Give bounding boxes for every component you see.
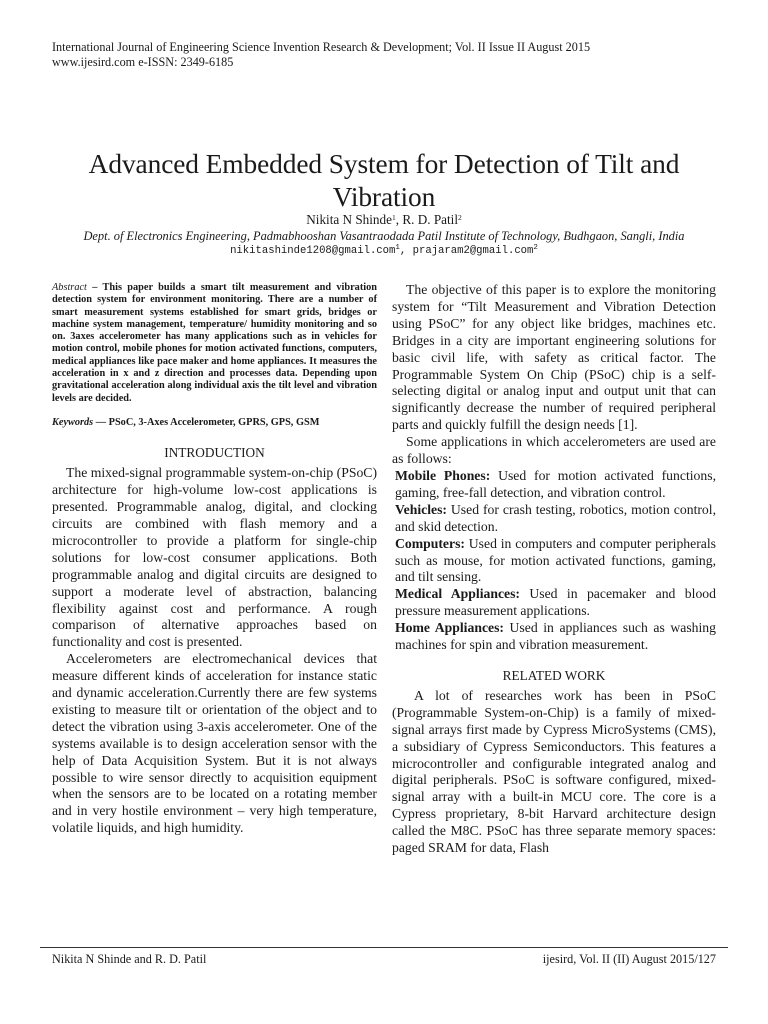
emails <box>40 244 728 258</box>
abstract-text: – This paper builds a smart tilt measurement and vibration detection system for environment monitoring. There are a number of smart measurement systems established for smart grids, bridges or machine system management, temperature/ humidity monitoring and so on. 3axes accelerometer has many applications such as in vehicles for motion control, mobile phones for motion activated functions, computers, medical appliances like pace maker and home appliances. It measures the acceleration in x and z direction and processes data. Depending upon gravitational acceleration along individual axis the tilt level and vibration levels are decided. <box>52 282 377 404</box>
email-1[interactable]: nikitashinde1208@gmail.com <box>230 245 396 257</box>
intro-paragraph-1: The mixed-signal programmable system-on-chip (PSoC) architecture for high-volume low-cost applications is presented. Programmable analog, digital, and clocking circuits are combined with flash memory and a microcontroller to provide a platform for single-chip solutions for low-cost consumer applications. Both programmable analog and digital circuits are designed to support a moderate level of abstraction, balancing flexibility against cost and performance. A rough comparison of alternative approaches based on functionality and cost is presented. <box>52 465 377 650</box>
email-separator: , <box>399 245 413 257</box>
application-item <box>392 620 716 654</box>
author-separator: , <box>395 212 403 227</box>
application-text: Used for motion activated functions, gaming, free-fall detection, and vibration control. <box>395 467 716 500</box>
email-2-sup: 2 <box>533 244 538 252</box>
application-item <box>392 468 716 502</box>
email-2[interactable]: prajaram2@gmail.com <box>412 245 534 257</box>
footer-authors: Nikita N Shinde and R. D. Patil <box>52 952 207 966</box>
paper-title: Advanced Embedded System for Detection of Tilt and Vibration <box>88 149 680 212</box>
abstract <box>52 282 377 405</box>
application-text: Used in computers and computer peripherals such as mouse, for motion activated functions, gaming, and tilt sensing. <box>395 535 716 585</box>
author-1-sup: 1 <box>391 213 396 222</box>
application-label: Home Appliances: <box>395 620 504 636</box>
footer-divider <box>40 947 728 948</box>
objective-paragraph: The objective of this paper is to explore the monitoring system for “Tilt Measurement and Vibration Detection using PSoC” for any object like bridges, machines etc. Bridges in a city are important engineering solutions for basic civil life, with safety as critical factor. The Programmable System On Chip (PSoC) chip is a self-selecting digital or analog input and output unit that can significantly decrease the number of required peripheral parts and quickly fulfill the design needs [1]. <box>392 282 716 433</box>
application-item <box>392 586 716 620</box>
journal-header <box>52 40 732 69</box>
author-1: Nikita N Shinde <box>306 212 392 227</box>
authors <box>40 212 728 228</box>
application-label: Medical Appliances: <box>395 586 520 602</box>
application-label: Vehicles: <box>395 501 447 517</box>
application-text: Used in pacemaker and blood pressure measurement applications. <box>395 586 716 619</box>
section-heading-introduction: INTRODUCTION <box>164 445 265 461</box>
application-text: Used for crash testing, robotics, motion control, and skid detection. <box>395 501 716 534</box>
left-column <box>52 282 377 837</box>
journal-header-line2: www.ijesird.com e-ISSN: 2349-6185 <box>52 54 234 69</box>
author-2-sup: 2 <box>458 213 462 222</box>
intro-paragraph-2: Accelerometers are electromechanical devices that measure different kinds of acceleration for instance static and dynamic acceleration.Currently there are few systems existing to measure tilt or orientation of the object and to detect the vibration using 3-axis accelerometer. One of the systems available is to design acceleration sensor with the help of Data Acquisition System. But it is not always possible to wire sensor directly to acquisition equipment when the sensors are to be located on a rotating member and in very hostile environment – very high temperature, volatile liquids, and high humidity. <box>52 651 377 836</box>
journal-header-line1: International Journal of Engineering Science Invention Research & Development; Vol. II Issue II August 2015 <box>52 40 591 54</box>
application-item <box>392 502 716 536</box>
applications-intro: Some applications in which accelerometers are used are as follows: <box>392 434 716 467</box>
author-2: R. D. Patil <box>402 212 458 227</box>
keywords-label: Keywords <box>52 416 94 428</box>
application-label: Computers: <box>395 535 465 551</box>
footer-citation: ijesird, Vol. II (II) August 2015/127 <box>542 952 716 966</box>
affiliation: Dept. of Electronics Engineering, Padmabhooshan Vasantraodada Patil Institute of Technology, Budhgaon, Sangli, India <box>83 229 685 243</box>
keywords-text: — PSoC, 3-Axes Accelerometer, GPRS, GPS, GSM <box>93 416 320 428</box>
right-column <box>392 282 716 857</box>
abstract-label: Abstract <box>52 282 87 293</box>
keywords <box>52 417 377 429</box>
application-text: Used in appliances such as washing machines for spin and vibration measurement. <box>395 620 716 653</box>
related-work-paragraph: A lot of researches work has been in PSoC (Programmable System-on-Chip) is a family of mixed-signal arrays first made by Cypress MicroSystems (CMS), a subsidiary of Cypress Semiconductors. This features a microcontroller and configurable integrated analog and digital peripherals. PSoC is software configured, mixed-signal array with a built-in MCU core. The core is a Cypress proprietary, 8-bit Harvard architecture design called the M8C. PSoC has three separate memory spaces: paged SRAM for data, Flash <box>392 687 716 856</box>
email-1-sup: 1 <box>395 244 400 252</box>
application-label: Mobile Phones: <box>395 467 491 483</box>
application-item <box>392 536 716 587</box>
section-heading-related-work: RELATED WORK <box>502 667 606 683</box>
